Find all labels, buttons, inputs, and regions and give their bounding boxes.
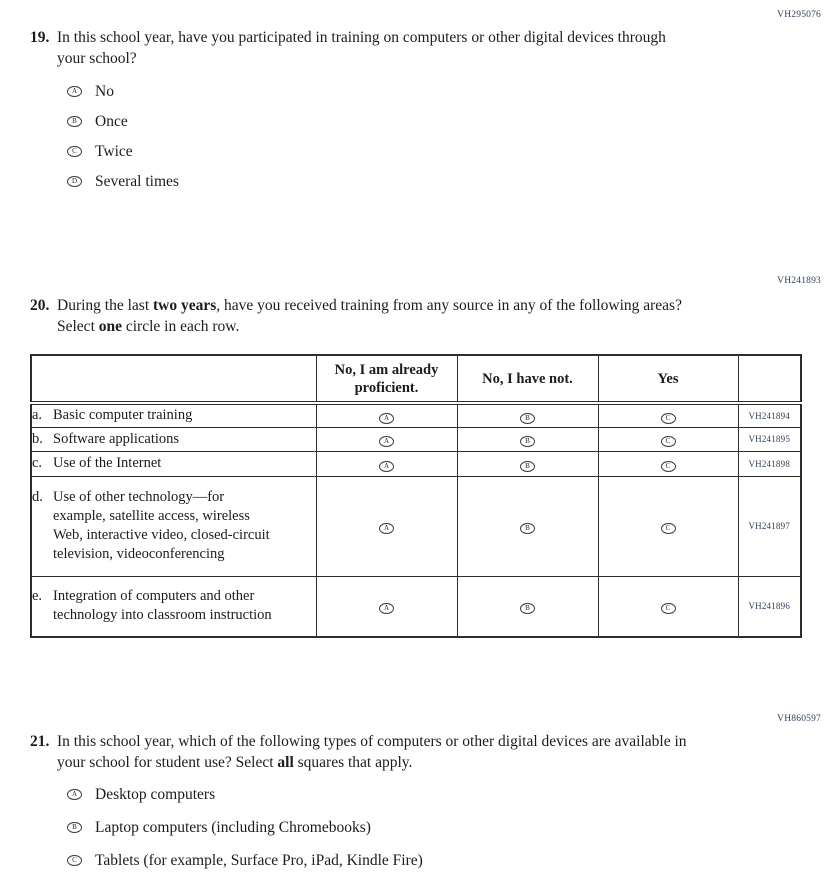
cell-option-c[interactable] bbox=[598, 451, 738, 476]
cell-option-b[interactable] bbox=[457, 576, 598, 637]
header-no-have-not: No, I have not. bbox=[457, 355, 598, 403]
question-21-options bbox=[67, 785, 730, 870]
question-20-head bbox=[30, 295, 814, 337]
option-q19-no[interactable] bbox=[67, 82, 730, 101]
option-letter: A bbox=[383, 461, 390, 470]
radio-circle-icon[interactable] bbox=[379, 603, 394, 614]
row-text: Use of other technology—for example, satellite access, wireless Web, interactive video, closed-circuit television, videoconferencing bbox=[53, 489, 270, 562]
question-20-text bbox=[57, 295, 689, 337]
option-letter: C bbox=[72, 856, 77, 865]
option-letter: B bbox=[525, 413, 530, 422]
cell-option-c[interactable] bbox=[598, 427, 738, 451]
option-letter: C bbox=[665, 461, 671, 470]
option-letter: A bbox=[383, 604, 390, 613]
question-21-head bbox=[30, 731, 730, 773]
row-label bbox=[31, 451, 316, 476]
row-item-code: VH241895 bbox=[738, 427, 801, 451]
question-20-number: 20. bbox=[30, 297, 50, 314]
cell-option-a[interactable] bbox=[316, 427, 457, 451]
radio-circle-icon[interactable] bbox=[379, 523, 394, 534]
item-code-q19: VH295076 bbox=[777, 10, 821, 20]
option-letter: C bbox=[72, 147, 77, 156]
q20-text-bold: one bbox=[98, 318, 122, 335]
row-label bbox=[31, 403, 316, 427]
row-label bbox=[31, 427, 316, 451]
q20-response-table bbox=[30, 354, 802, 638]
radio-circle-icon[interactable] bbox=[661, 523, 676, 534]
row-prefix: c. bbox=[32, 455, 43, 471]
option-letter: A bbox=[71, 87, 78, 96]
q20-text-bold: two years bbox=[153, 297, 217, 314]
option-letter: C bbox=[665, 413, 671, 422]
question-20 bbox=[30, 295, 814, 638]
radio-circle-icon[interactable] bbox=[520, 436, 535, 447]
q20-text-part: circle in each row. bbox=[122, 318, 240, 335]
option-label: Tablets (for example, Surface Pro, iPad, Kindle Fire) bbox=[95, 852, 423, 869]
cell-option-c[interactable] bbox=[598, 476, 738, 576]
radio-circle-icon[interactable] bbox=[67, 176, 82, 187]
q21-text-part: squares that apply. bbox=[293, 754, 413, 771]
row-text: Basic computer training bbox=[53, 407, 193, 424]
cell-option-a[interactable] bbox=[316, 476, 457, 576]
radio-circle-icon[interactable] bbox=[520, 523, 535, 534]
option-letter: B bbox=[525, 461, 530, 470]
checkbox-circle-icon[interactable] bbox=[67, 822, 82, 833]
row-label bbox=[31, 476, 316, 576]
option-letter: B bbox=[525, 524, 530, 533]
header-code-blank bbox=[738, 355, 801, 403]
radio-circle-icon[interactable] bbox=[661, 413, 676, 424]
checkbox-circle-icon[interactable] bbox=[67, 855, 82, 866]
option-letter: B bbox=[525, 604, 530, 613]
cell-option-a[interactable] bbox=[316, 451, 457, 476]
row-text: Use of the Internet bbox=[53, 455, 162, 471]
option-q21-desktop-computers[interactable] bbox=[67, 785, 730, 804]
cell-option-a[interactable] bbox=[316, 576, 457, 637]
checkbox-circle-icon[interactable] bbox=[67, 789, 82, 800]
radio-circle-icon[interactable] bbox=[520, 413, 535, 424]
row-item-code: VH241897 bbox=[738, 476, 801, 576]
option-q19-several-times[interactable] bbox=[67, 172, 730, 191]
radio-circle-icon[interactable] bbox=[67, 116, 82, 127]
cell-option-b[interactable] bbox=[457, 427, 598, 451]
option-letter: A bbox=[383, 437, 390, 446]
row-label bbox=[31, 576, 316, 637]
radio-circle-icon[interactable] bbox=[520, 461, 535, 472]
option-label: No bbox=[95, 83, 114, 100]
cell-option-b[interactable] bbox=[457, 403, 598, 427]
table-row bbox=[31, 403, 801, 427]
table-row bbox=[31, 451, 801, 476]
table-header-row bbox=[31, 355, 801, 403]
row-item-code: VH241898 bbox=[738, 451, 801, 476]
item-code-q20: VH241893 bbox=[777, 276, 821, 286]
option-letter: A bbox=[71, 790, 78, 799]
cell-option-a[interactable] bbox=[316, 403, 457, 427]
q20-text-part: , have you received training from any source in any of the following areas? Select bbox=[57, 297, 682, 335]
option-label: Twice bbox=[95, 143, 133, 160]
option-label: Several times bbox=[95, 173, 179, 190]
question-21-number: 21. bbox=[30, 733, 50, 750]
row-item-code: VH241896 bbox=[738, 576, 801, 637]
option-q19-twice[interactable] bbox=[67, 142, 730, 161]
option-q19-once[interactable] bbox=[67, 112, 730, 131]
radio-circle-icon[interactable] bbox=[520, 603, 535, 614]
q21-text-part: In this school year, which of the following types of computers or other digital devices are available in your school for student use? Select bbox=[57, 733, 687, 771]
option-letter: B bbox=[72, 823, 77, 832]
row-text: Integration of computers and other technology into classroom instruction bbox=[53, 588, 272, 624]
cell-option-c[interactable] bbox=[598, 576, 738, 637]
radio-circle-icon[interactable] bbox=[661, 436, 676, 447]
radio-circle-icon[interactable] bbox=[379, 461, 394, 472]
option-letter: A bbox=[383, 524, 390, 533]
cell-option-b[interactable] bbox=[457, 476, 598, 576]
question-21-text bbox=[57, 731, 689, 773]
question-21 bbox=[30, 731, 730, 874]
radio-circle-icon[interactable] bbox=[661, 461, 676, 472]
table-row bbox=[31, 576, 801, 637]
option-letter: C bbox=[665, 604, 671, 613]
radio-circle-icon[interactable] bbox=[67, 146, 82, 157]
option-label: Laptop computers (including Chromebooks) bbox=[95, 819, 371, 836]
radio-circle-icon[interactable] bbox=[379, 413, 394, 424]
row-item-code: VH241894 bbox=[738, 403, 801, 427]
row-prefix: b. bbox=[32, 430, 43, 447]
table-row bbox=[31, 476, 801, 576]
question-19-options bbox=[67, 82, 730, 191]
row-prefix: d. bbox=[32, 489, 43, 505]
option-q21-tablets[interactable] bbox=[67, 851, 730, 870]
table-row bbox=[31, 427, 801, 451]
row-prefix: a. bbox=[32, 407, 43, 424]
cell-option-c[interactable] bbox=[598, 403, 738, 427]
option-letter: C bbox=[665, 437, 671, 446]
question-19-number: 19. bbox=[30, 29, 50, 46]
q21-text-bold: all bbox=[277, 754, 294, 771]
option-q21-laptop-computers[interactable] bbox=[67, 818, 730, 837]
radio-circle-icon[interactable] bbox=[67, 86, 82, 97]
row-prefix: e. bbox=[32, 588, 43, 605]
option-letter: C bbox=[665, 524, 671, 533]
radio-circle-icon[interactable] bbox=[379, 436, 394, 447]
q20-text-part: During the last bbox=[57, 297, 153, 314]
option-letter: B bbox=[525, 437, 530, 446]
radio-circle-icon[interactable] bbox=[661, 603, 676, 614]
option-letter: B bbox=[72, 117, 77, 126]
row-text: Software applications bbox=[53, 430, 180, 447]
question-19-head bbox=[30, 27, 730, 69]
option-letter: A bbox=[383, 413, 390, 422]
question-19 bbox=[30, 27, 730, 202]
cell-option-b[interactable] bbox=[457, 451, 598, 476]
option-label: Desktop computers bbox=[95, 786, 216, 803]
item-code-q21: VH860597 bbox=[777, 714, 821, 724]
option-label: Once bbox=[95, 113, 128, 130]
question-19-text: In this school year, have you participated in training on computers or other digital devices through your school? bbox=[57, 29, 666, 67]
header-no-already-proficient: No, I am already proficient. bbox=[316, 355, 457, 403]
option-letter: D bbox=[71, 177, 78, 186]
header-yes: Yes bbox=[598, 355, 738, 403]
header-blank bbox=[31, 355, 316, 403]
